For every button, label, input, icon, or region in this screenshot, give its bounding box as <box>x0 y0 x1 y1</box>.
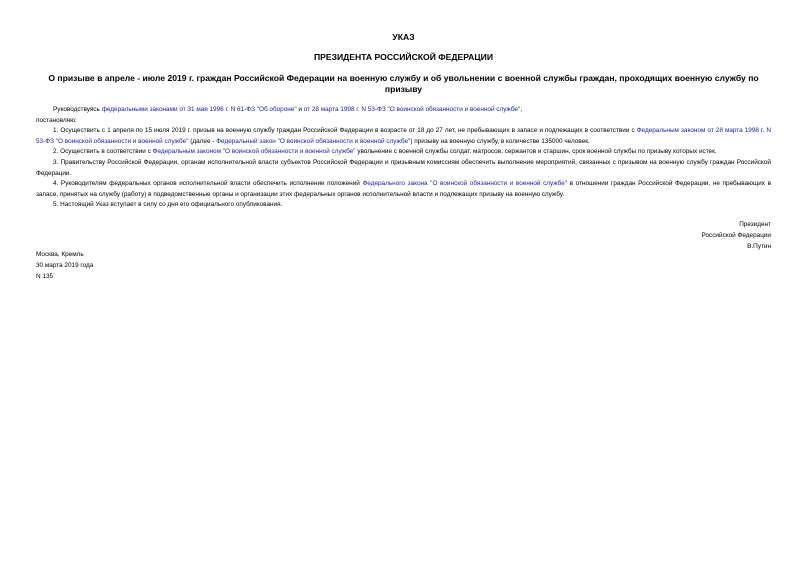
paragraph-4-law-link[interactable]: Федерального закона "О воинской обязанности и военной службе" <box>362 180 568 188</box>
paragraph-1-text-before: 1. Осуществить с 1 апреля по 15 июля 2019 г. призыв на военную службу граждан Российской Федерации в возрасте от 18 до 27 лет, не пребывающих в запасе и подлежащих в соответствии с <box>53 127 637 135</box>
paragraph-1-text-after: ) призыву на военную службу, в количестве 135000 человек. <box>410 137 590 145</box>
signature-title: Президент <box>739 221 771 228</box>
signature-block <box>702 219 772 252</box>
issuer-heading: ПРЕЗИДЕНТА РОССИЙСКОЙ ФЕДЕРАЦИИ <box>313 52 494 62</box>
paragraph-2-text-before: 2. Осуществить в соответствии с <box>53 148 153 156</box>
paragraph-4 <box>36 179 771 200</box>
paragraph-1 <box>36 126 771 147</box>
preamble-text-before: Руководствуясь <box>53 106 102 113</box>
document-title: О призыве в апреле - июле 2019 г. граждан Российской Федерации на военную службу и об увольнении с военной службы граждан, проходящих военную службу по призыву <box>48 73 759 94</box>
paragraph-3: 3. Правительству Российской Федерации, органам исполнительной власти субъектов Российской Федерации и призывным комиссиям обеспечить выполнение мероприятий, связанных с призывом на военную службу граждан Российской Федерации. <box>36 158 771 177</box>
place-date-block <box>36 249 93 282</box>
paragraph-4-text-after: в отношении граждан Российской Федерации, не пребывающих в запасе, принятых на службу (работу) в подведомственные органы и организации этих федеральных органов исполнительной власти и подлежащих призыву на военную службу. <box>36 180 771 198</box>
law-link-defense[interactable]: федеральными законами от 31 мая 1996 г. N 61-ФЗ "Об обороне" <box>101 106 297 113</box>
paragraph-2-law-link[interactable]: Федеральным законом "О воинской обязанности и военной службе" <box>152 148 356 156</box>
paragraph-1-law-link[interactable]: Федеральным законом от 28 марта 1998 г. N 53-ФЗ "О воинской обязанности и военной службе" <box>36 127 771 145</box>
paragraph-2-text-after: увольнение с военной службы солдат, матросов, сержантов и старшин, срок военной службы по призыву которых истек. <box>355 148 717 156</box>
paragraph-2 <box>36 147 771 158</box>
law-link-military-duty[interactable]: от 28 марта 1998 г. N 53-ФЗ "О воинской обязанности и военной службе" <box>303 106 521 113</box>
preamble-text-mid: и <box>296 106 304 113</box>
signature-name: В.Путин <box>747 243 771 250</box>
paragraph-1-short-law-link[interactable]: Федеральный закон "О воинской обязанности и военной службе" <box>216 137 411 145</box>
signature-country: Российской Федерации <box>701 232 771 239</box>
signing-place: Москва, Кремль <box>36 251 84 258</box>
paragraph-5: 5. Настоящий Указ вступает в силу со дня его официального опубликования. <box>53 201 283 209</box>
paragraph-4-text-before: 4. Руководителям федеральных органов исполнительной власти обеспечить исполнение положений <box>53 180 363 188</box>
document-body <box>36 105 771 211</box>
preamble-text-after: , <box>520 106 523 113</box>
decree-word: постановляю: <box>36 116 77 124</box>
decree-number: N 135 <box>36 273 54 280</box>
preamble <box>36 105 771 116</box>
document-type-heading: УКАЗ <box>392 32 415 42</box>
signing-date: 30 марта 2019 года <box>36 262 94 269</box>
paragraph-1-text-mid: (далее - <box>188 137 217 145</box>
